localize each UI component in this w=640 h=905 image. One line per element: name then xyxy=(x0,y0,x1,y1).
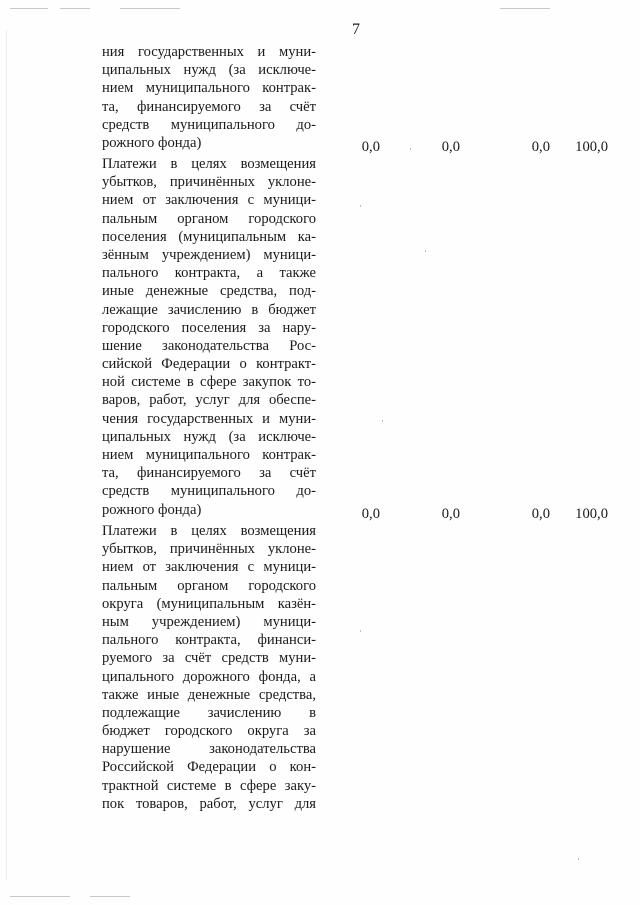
value-cell: 0,0 xyxy=(441,139,460,155)
scan-edge-mark xyxy=(10,896,70,897)
text-line: руемого за счёт средств муни- xyxy=(102,650,316,667)
text-line: та, финансируемого за счёт xyxy=(102,465,316,482)
text-line: поселения (муниципальным ка- xyxy=(102,228,316,245)
text-line: средств муниципального до- xyxy=(102,116,316,133)
scan-speck xyxy=(425,250,426,252)
text-line: пального контракта, финанси- xyxy=(102,632,316,649)
text-line: Российской Федерации о кон- xyxy=(102,759,316,776)
scan-edge-mark xyxy=(120,8,180,9)
value-cell: 0,0 xyxy=(531,139,550,155)
value-cell: 0,0 xyxy=(361,506,380,522)
text-line: ципальных нужд (за исключе- xyxy=(102,62,316,79)
text-line: варов, работ, услуг для обеспе- xyxy=(102,392,316,409)
row-description xyxy=(102,522,316,813)
scan-speck xyxy=(410,148,411,150)
text-line: убытков, причинённых уклоне- xyxy=(102,174,316,191)
value-cell: 0,0 xyxy=(441,506,460,522)
scan-edge-mark xyxy=(6,30,7,880)
text-line: ципального дорожного фонда, а xyxy=(102,668,316,685)
scan-speck xyxy=(382,420,383,422)
text-line: нием от заключения с муници- xyxy=(102,559,316,576)
text-line: ния государственных и муни- xyxy=(102,44,316,60)
scan-speck xyxy=(360,205,361,207)
text-line: бюджет городского округа за xyxy=(102,723,316,740)
text-line: зённым учреждением) муници- xyxy=(102,246,316,263)
text-line: Платежи в целях возмещения xyxy=(102,523,316,539)
value-cell: 0,0 xyxy=(531,506,550,522)
page-number: 7 xyxy=(352,21,360,38)
text-line: нием муниципального контрак- xyxy=(102,80,316,97)
row-description xyxy=(102,43,316,152)
scan-speck xyxy=(578,858,579,860)
text-line: убытков, причинённых уклоне- xyxy=(102,541,316,558)
text-line: нием от заключения с муници- xyxy=(102,192,316,209)
text-line: иные денежные средства, под- xyxy=(102,283,316,300)
scan-edge-mark xyxy=(500,8,550,9)
text-line: также иные денежные средства, xyxy=(102,686,316,703)
text-line: та, финансируемого за счёт xyxy=(102,98,316,115)
text-line: средств муниципального до- xyxy=(102,483,316,500)
text-line: лежащие зачислению в бюджет xyxy=(102,301,316,318)
text-line: пальным органом городского xyxy=(102,210,316,227)
value-cell: 0,0 xyxy=(361,139,380,155)
value-cell: 100,0 xyxy=(575,506,608,522)
text-line: сийской Федерации о контракт- xyxy=(102,356,316,373)
text-line: подлежащие зачислению в xyxy=(102,704,316,721)
text-line: пального контракта, а также xyxy=(102,265,316,282)
text-line: трактной системе в сфере заку- xyxy=(102,777,316,794)
text-line: шение законодательства Рос- xyxy=(102,337,316,354)
text-line: Платежи в целях возмещения xyxy=(102,156,316,172)
value-cell: 100,0 xyxy=(575,139,608,155)
text-line: ципальных нужд (за исключе- xyxy=(102,428,316,445)
text-line: ным учреждением) муници- xyxy=(102,613,316,630)
scan-edge-mark xyxy=(90,896,130,897)
text-line: рожного фонда) xyxy=(102,501,202,518)
row-description xyxy=(102,155,316,519)
text-line: рожного фонда) xyxy=(102,134,202,151)
text-line: городского поселения за нару- xyxy=(102,319,316,336)
text-line: пок товаров, работ, услуг для xyxy=(102,795,316,812)
text-line: нарушение законодательства xyxy=(102,741,316,758)
text-line: нием муниципального контрак- xyxy=(102,447,316,463)
text-line: округа (муниципальным казён- xyxy=(102,595,316,612)
text-line: чения государственных и муни- xyxy=(102,410,316,427)
scan-edge-mark xyxy=(60,8,90,9)
text-line: ной системе в сфере закупок то- xyxy=(102,374,316,391)
text-line: пальным органом городского xyxy=(102,577,316,594)
scan-speck xyxy=(360,630,361,632)
scan-edge-mark xyxy=(10,8,48,9)
